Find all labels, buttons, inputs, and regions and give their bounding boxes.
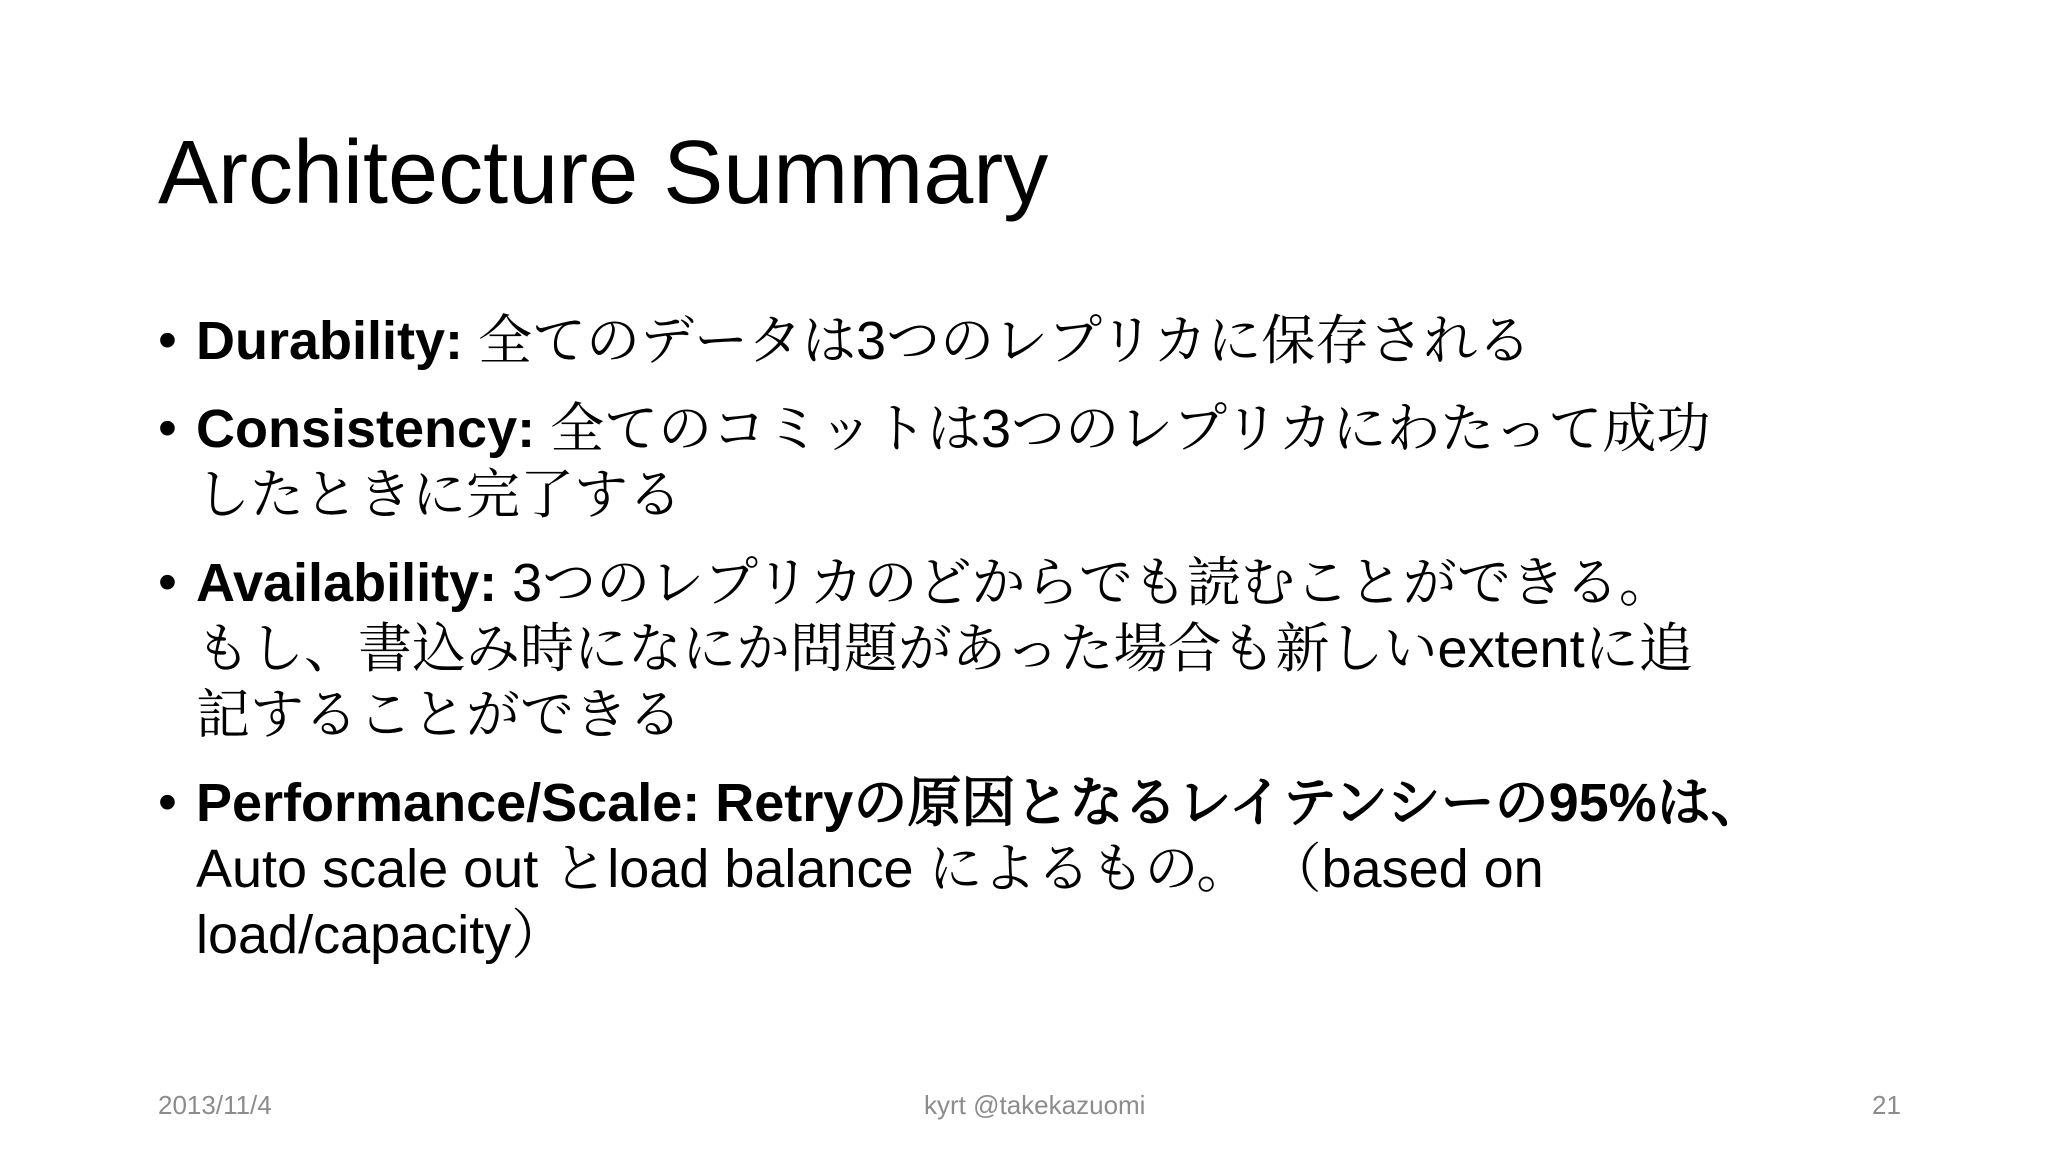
bullet-text: と	[553, 837, 608, 900]
bullet-text: つのレプリカにわたって成功	[1011, 397, 1711, 460]
bullet-text: 全てのコミットは	[550, 397, 982, 460]
bullet-text: 95%	[1548, 773, 1657, 833]
bullet-text: 全てのデータは	[478, 309, 857, 372]
bullet-dot: •	[158, 310, 177, 370]
bullet-text: つのレプリカに保存される	[886, 309, 1532, 372]
bullet-text: extent	[1437, 619, 1585, 679]
bullet-label: Availability:	[196, 553, 498, 613]
bullet-text: したときに完了する	[196, 463, 682, 526]
bullet-text: の原因となるレイテンシーの	[853, 770, 1549, 834]
footer-date: 2013/11/4	[158, 1090, 272, 1120]
bullet-durability	[158, 308, 1958, 374]
bullet-text: によるもの。 （	[928, 837, 1322, 900]
bullet-text: load/capacity	[196, 905, 512, 965]
slide-title: Architecture Summary	[158, 123, 1049, 223]
bullet-dot: •	[158, 398, 177, 458]
bullet-text: ）	[511, 903, 566, 966]
bullet-line	[196, 682, 1958, 748]
bullet-line	[196, 550, 1958, 616]
bullet-line	[196, 836, 1958, 902]
footer-page-number: 21	[1872, 1090, 1901, 1120]
bullet-label: Durability:	[196, 311, 464, 371]
bullet-text: load balance	[607, 839, 929, 899]
footer-author: kyrt @takekazuomi	[924, 1090, 1146, 1120]
bullet-availability	[158, 550, 1958, 748]
bullet-text: based on	[1321, 839, 1544, 899]
bullet-line	[196, 308, 1958, 374]
bullet-text: に追	[1584, 617, 1693, 680]
bullet-dot: •	[158, 552, 177, 612]
bullet-label: Consistency:	[196, 399, 536, 459]
bullet-line	[196, 462, 1958, 528]
bullet-label: Performance/Scale:	[196, 773, 701, 833]
bullet-line	[196, 902, 1958, 968]
bullet-text: 記することができる	[196, 683, 682, 746]
bullet-consistency	[158, 396, 1958, 528]
bullet-text: 3	[512, 553, 543, 613]
bullet-performance-scale	[158, 770, 1958, 968]
bullet-text: Auto scale out	[196, 839, 554, 899]
bullet-line	[196, 616, 1958, 682]
bullet-line	[196, 770, 1958, 836]
bullet-text: 3	[981, 399, 1012, 459]
bullet-dot: •	[158, 772, 177, 832]
bullet-text: つのレプリカのどからでも読むことができる。	[542, 551, 1673, 614]
bullet-text: は、	[1656, 770, 1765, 834]
bullet-line	[196, 396, 1958, 462]
bullet-text: もし、書込み時になにか問題があった場合も新しい	[196, 617, 1438, 680]
bullet-list	[158, 308, 1958, 990]
bullet-text: Retry	[715, 773, 854, 833]
bullet-text: 3	[856, 311, 887, 371]
